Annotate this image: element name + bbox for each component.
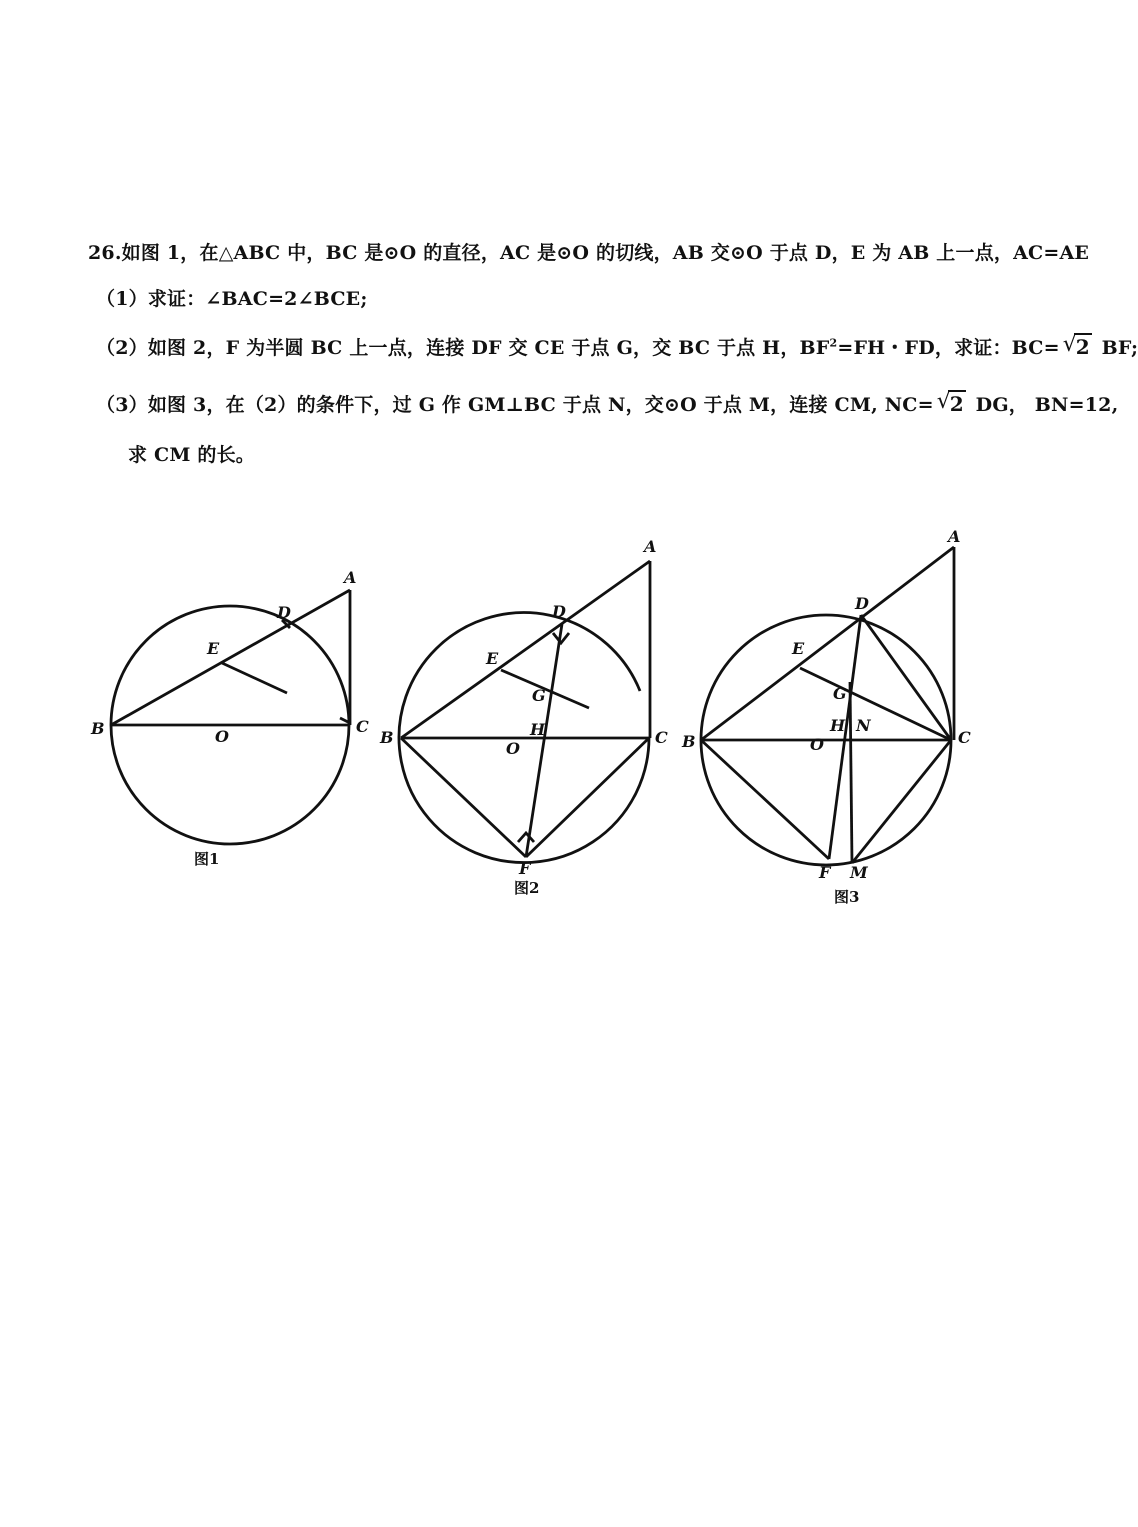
segment-ba xyxy=(701,547,954,740)
label-e: E xyxy=(486,649,499,668)
problem-number: 26. xyxy=(88,242,122,264)
superscript-2: 2 xyxy=(829,336,838,350)
label-c: C xyxy=(655,728,668,747)
part-2-text-c: BF; xyxy=(1094,337,1138,359)
label-h: H xyxy=(830,716,846,735)
label-e: E xyxy=(207,639,220,658)
label-h: H xyxy=(530,720,546,739)
label-a: A xyxy=(644,537,657,556)
part-3-text-b: DG， BN=12, xyxy=(968,394,1119,416)
label-o: O xyxy=(215,727,229,746)
label-c: C xyxy=(958,728,971,747)
label-d: D xyxy=(552,602,566,621)
label-f: F xyxy=(519,859,531,878)
label-b: B xyxy=(91,719,105,738)
part-1: （1）求证：∠BAC=2∠BCE; xyxy=(96,288,368,310)
caption-figure-2: 图2 xyxy=(514,879,540,897)
segment-dc xyxy=(861,615,951,740)
label-o: O xyxy=(810,735,824,754)
label-c: C xyxy=(356,717,369,736)
problem-statement: 如图 1，在△ABC 中，BC 是⊙O 的直径，AC 是⊙O 的切线，AB 交⊙O 于点 D，E 为 AB 上一点，AC=AE xyxy=(121,242,1090,264)
part-2-text-a: （2）如图 2，F 为半圆 BC 上一点，连接 DF 交 CE 于点 G，交 BC 于点 H，BF xyxy=(96,337,830,359)
label-d: D xyxy=(277,603,291,622)
sqrt-argument: 2 xyxy=(1075,335,1090,359)
segment-df xyxy=(829,615,861,859)
label-b: B xyxy=(380,728,394,747)
part-3-question: 求 CM 的长。 xyxy=(128,444,255,466)
caption-figure-3: 图3 xyxy=(834,888,860,906)
label-b: B xyxy=(682,732,696,751)
label-a: A xyxy=(344,568,357,587)
label-m: M xyxy=(850,863,868,882)
sqrt-icon: √ xyxy=(936,389,951,414)
segment-gm xyxy=(850,682,852,863)
label-o: O xyxy=(506,739,520,758)
label-d: D xyxy=(855,594,869,613)
sqrt-icon: √ xyxy=(1062,332,1077,357)
caption-figure-1: 图1 xyxy=(194,850,220,868)
label-e: E xyxy=(792,639,805,658)
segment-ce xyxy=(800,668,951,740)
label-g: G xyxy=(532,686,546,705)
label-n: N xyxy=(856,716,871,735)
sqrt-argument: 2 xyxy=(949,392,964,416)
part-3-text-a: （3）如图 3，在（2）的条件下，过 G 作 GM⊥BC 于点 N，交⊙O 于点 M，连接 CM, NC= xyxy=(96,394,934,416)
part-2-text-b: =FH・FD，求证：BC= xyxy=(837,337,1060,359)
label-g: G xyxy=(833,684,847,703)
label-a: A xyxy=(948,527,961,546)
segment-bf xyxy=(701,740,829,859)
label-f: F xyxy=(819,863,831,882)
